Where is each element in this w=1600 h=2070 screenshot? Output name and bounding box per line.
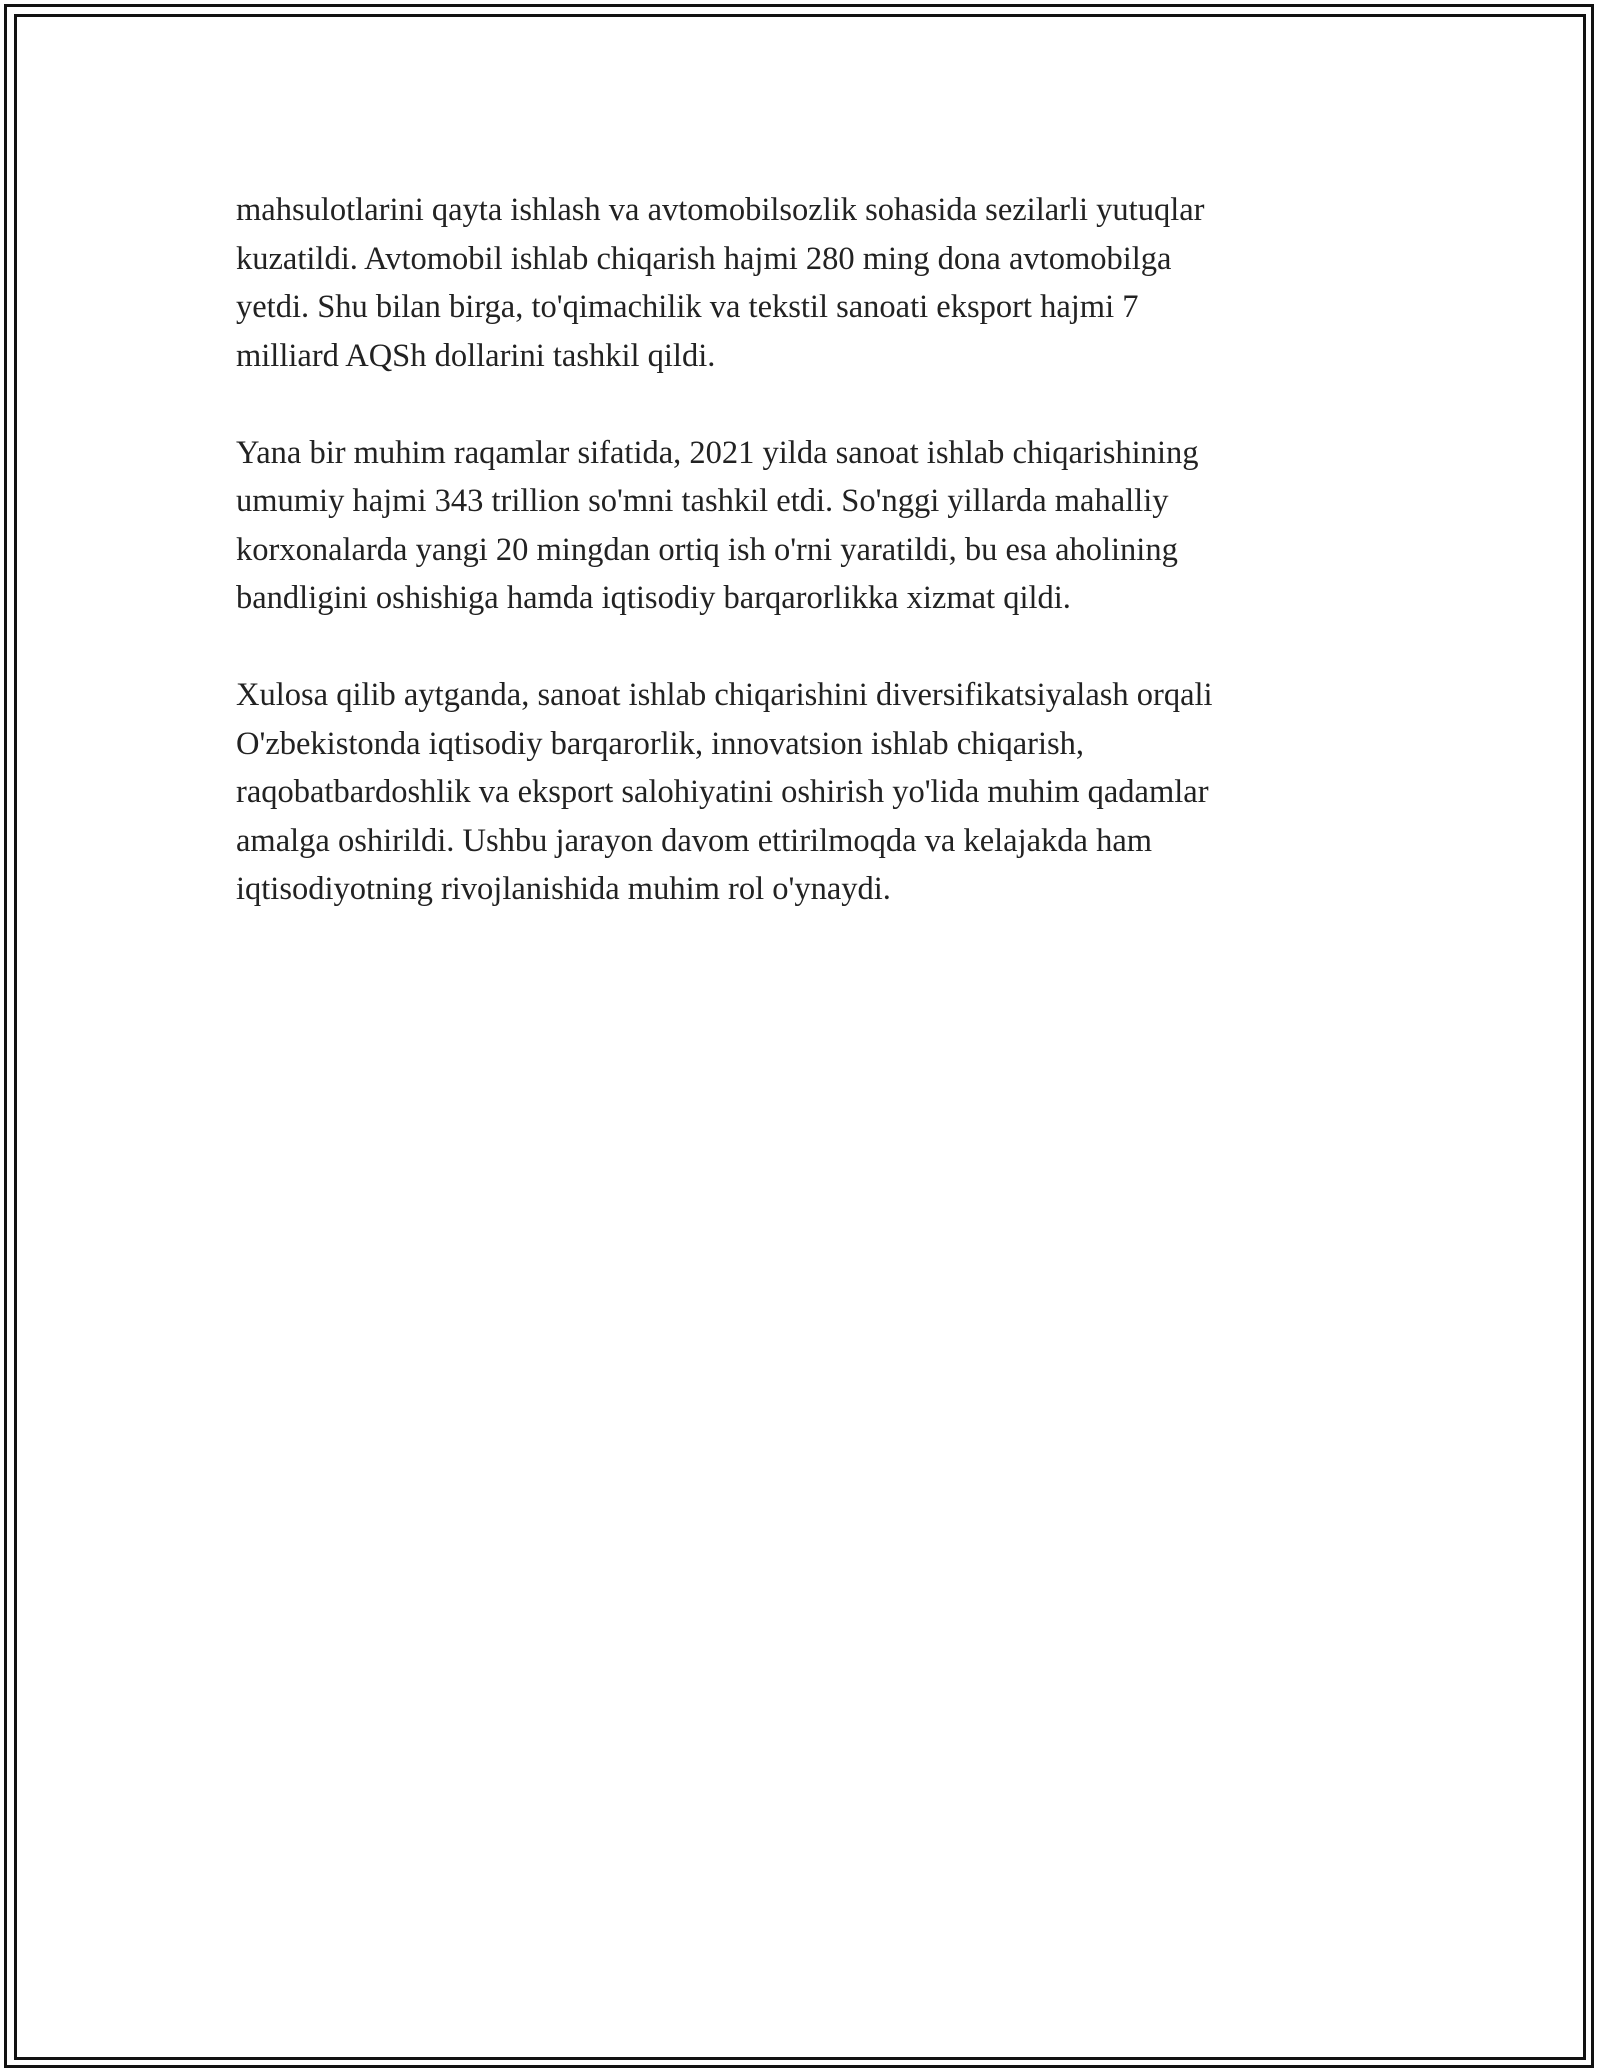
document-body [236, 186, 1386, 962]
paragraph-production-figures: Yana bir muhim raqamlar sifatida, 2021 yilda sanoat ishlab chiqarishining umumiy hajmi 343 trillion so'mni tashkil etdi. So'nggi yillarda mahalliy korxonalarda yangi 20 mingdan ortiq ish o'rni yaratildi, bu esa aholining bandligini oshishiga hamda iqtisodiy barqarorlikka xizmat qildi. [236, 434, 1199, 616]
paragraph-conclusion: Xulosa qilib aytganda, sanoat ishlab chiqarishini diversifikatsiyalash orqali O'zbekistonda iqtisodiy barqarorlik, innovatsion ishlab chiqarish, raqobatbardoshlik va eksport salohiyatini oshirish yo'lida muhim qadamlar amalga oshirildi. Ushbu jarayon davom ettirilmoqda va kelajakda ham iqtisodiyotning rivojlanishida muhim rol o'ynaydi. [236, 677, 1213, 907]
paragraph-industry-achievements: mahsulotlarini qayta ishlash va avtomobilsozlik sohasida sezilarli yutuqlar kuzatildi. Avtomobil ishlab chiqarish hajmi 280 ming dona avtomobilga yetdi. Shu bilan birga, to'qimachilik va tekstil sanoati eksport hajmi 7 milliard AQSh dollarini tashkil qildi. [236, 192, 1205, 374]
